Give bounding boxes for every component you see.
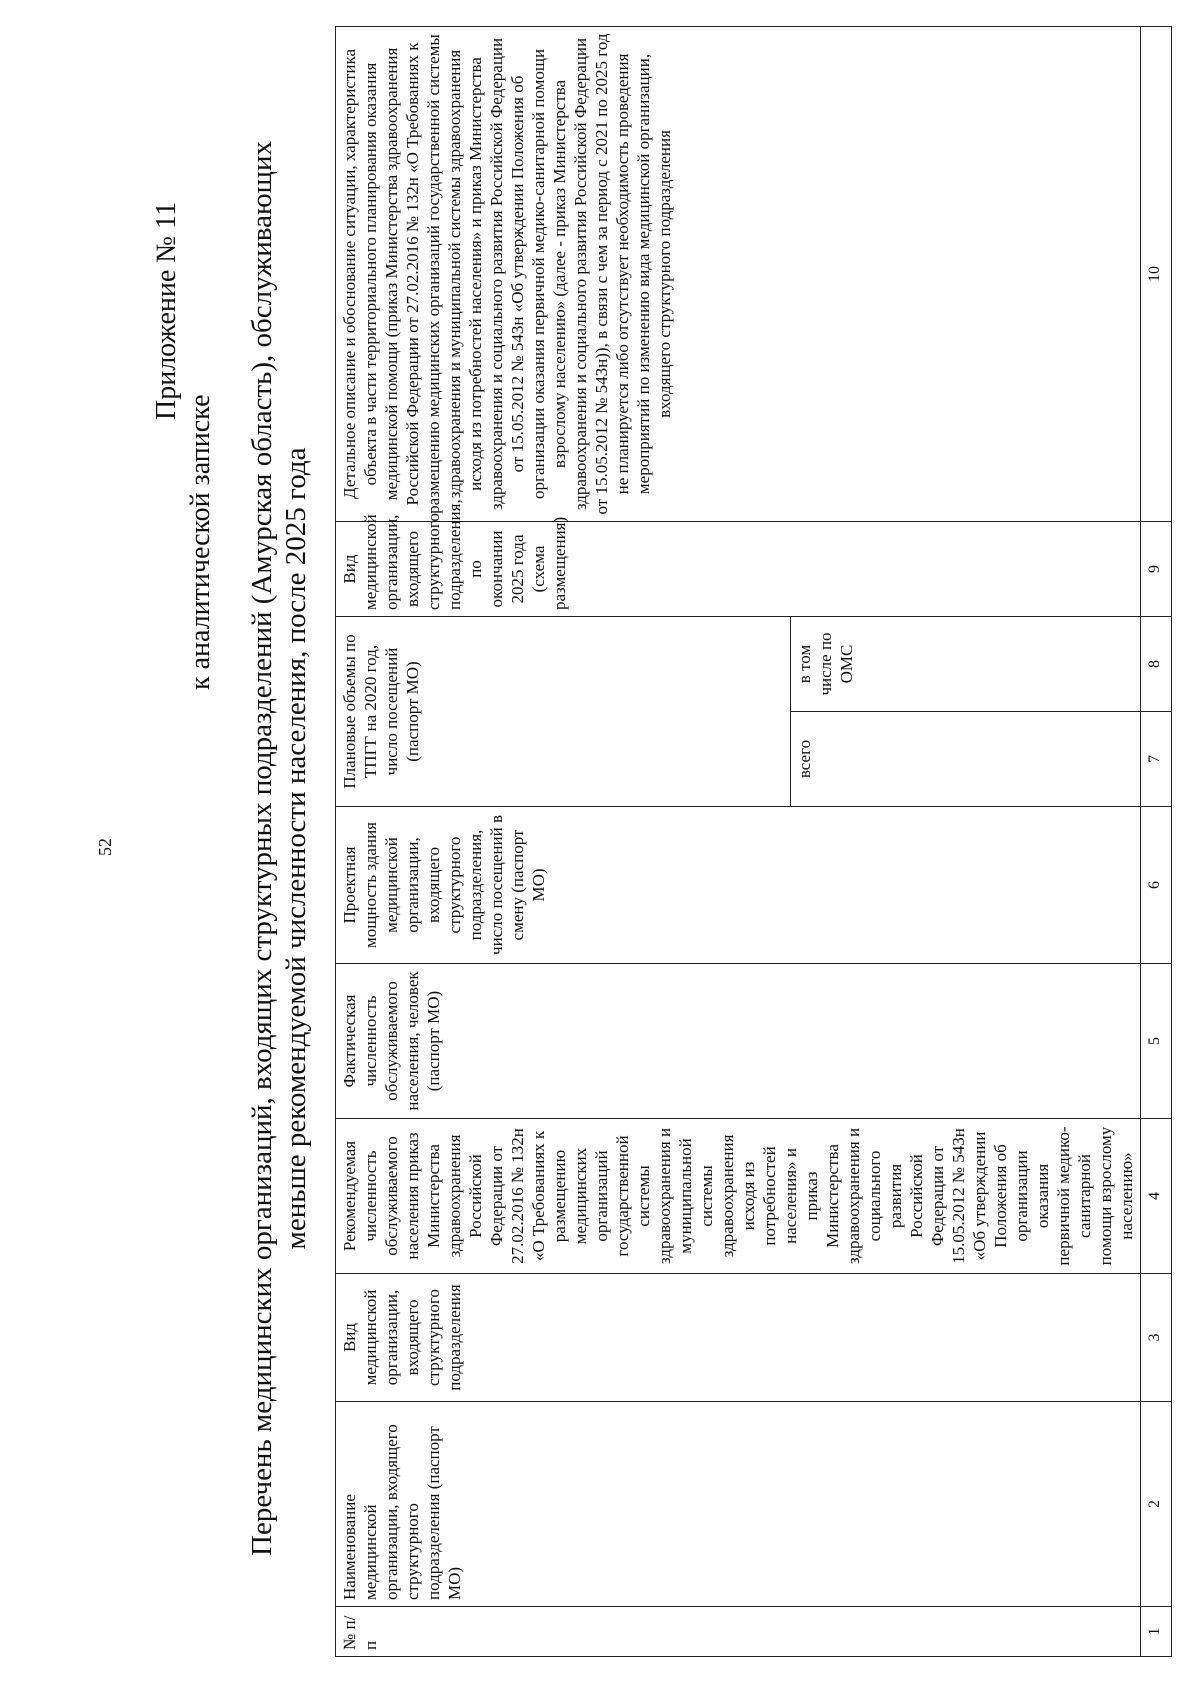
header-planned-oms: в том числе по ОМС [791, 616, 1141, 711]
column-number: 10 [1141, 26, 1172, 521]
header-detailed-description: Детальное описание и обоснование ситуации, характеристика объекта в части территориального планирования оказания медицинской помощи (приказ Министерства здравоохранения Российской Федерации от 27.02.2016 № 132н «О Требованиях к размещению медицинских организаций государственной системы здравоохранения и муниципальной системы здравоохранения исходя из потребностей населения» и приказ Министерства здравоохранения и социального развития Российской Федерации от 15.05.2012 № 543н «Об утверждении Положения об организации оказания первичной медико-санитарной помощи взрослому населению» (далее - приказ Министерства здравоохранения и социального развития Российской Федерации от 15.05.2012 № 543н)), в связи с чем за период с 2021 по 2025 год не планируется либо отсутствует необходимость проведения мероприятий по изменению вида медицинской организации, входящего структурного подразделения [336, 26, 1141, 521]
column-number: 7 [1141, 712, 1172, 807]
header-organization-name: Наименование медицинской организации, входящего структурного подразделения (паспорт МО) [336, 1402, 1141, 1607]
header-design-capacity: Проектная мощность здания медицинской организации, входящего структурного подразделения, число посещений в смену (паспорт МО) [336, 807, 1141, 964]
column-number: 4 [1141, 1119, 1172, 1274]
title-line-1: Перечень медицинских организаций, входящих структурных подразделений (Амурская область), обслуживающих [246, 141, 278, 1556]
document-title [245, 100, 313, 1597]
header-planned-volumes: Плановые объемы по ТПГГ на 2020 год, число посещений (паспорт МО) [336, 616, 791, 806]
column-number-row [1141, 26, 1172, 1656]
appendix-note [150, 150, 218, 690]
header-number: № п/п [336, 1607, 1141, 1657]
header-organization-type: Вид медицинской организации, входящего структурного подразделения [336, 1274, 1141, 1402]
organizations-table [335, 26, 1172, 1657]
page-number: 52 [95, 838, 115, 856]
header-planned-total: всего [791, 712, 1141, 807]
column-number: 6 [1141, 807, 1172, 964]
header-recommended-population: Рекомендуемая численность обслуживаемого населения приказ Министерства здравоохранения Российской Федерации от 27.02.2016 № 132н «О Требованиях к размещению медицинских организаций государственной системы здравоохранения и муниципальной системы здравоохранения исходя из потребностей населения» и приказ Министерства здравоохранения и социального развития Российской Федерации от 15.05.2012 № 543н «Об утверждении Положения об организации оказания первичной медико-санитарной помощи взрослому населению» [336, 1119, 1141, 1274]
appendix-number: Приложение № 11 [151, 202, 182, 420]
table-header-row [336, 26, 791, 1656]
column-number: 3 [1141, 1274, 1172, 1402]
header-actual-population: Фактическая численность обслуживаемого населения, человек (паспорт МО) [336, 964, 1141, 1119]
column-number: 9 [1141, 521, 1172, 616]
column-number: 8 [1141, 616, 1172, 711]
column-number: 5 [1141, 964, 1172, 1119]
column-number: 1 [1141, 1607, 1172, 1657]
title-line-2: меньше рекомендуемой численности населения, после 2025 года [280, 447, 312, 1250]
header-type-after-2025: Вид медицинской организации, входящего структурного подразделения, по окончании 2025 года (схема размещения) [336, 521, 1141, 616]
appendix-reference: к аналитической записке [185, 394, 216, 690]
column-number: 2 [1141, 1402, 1172, 1607]
